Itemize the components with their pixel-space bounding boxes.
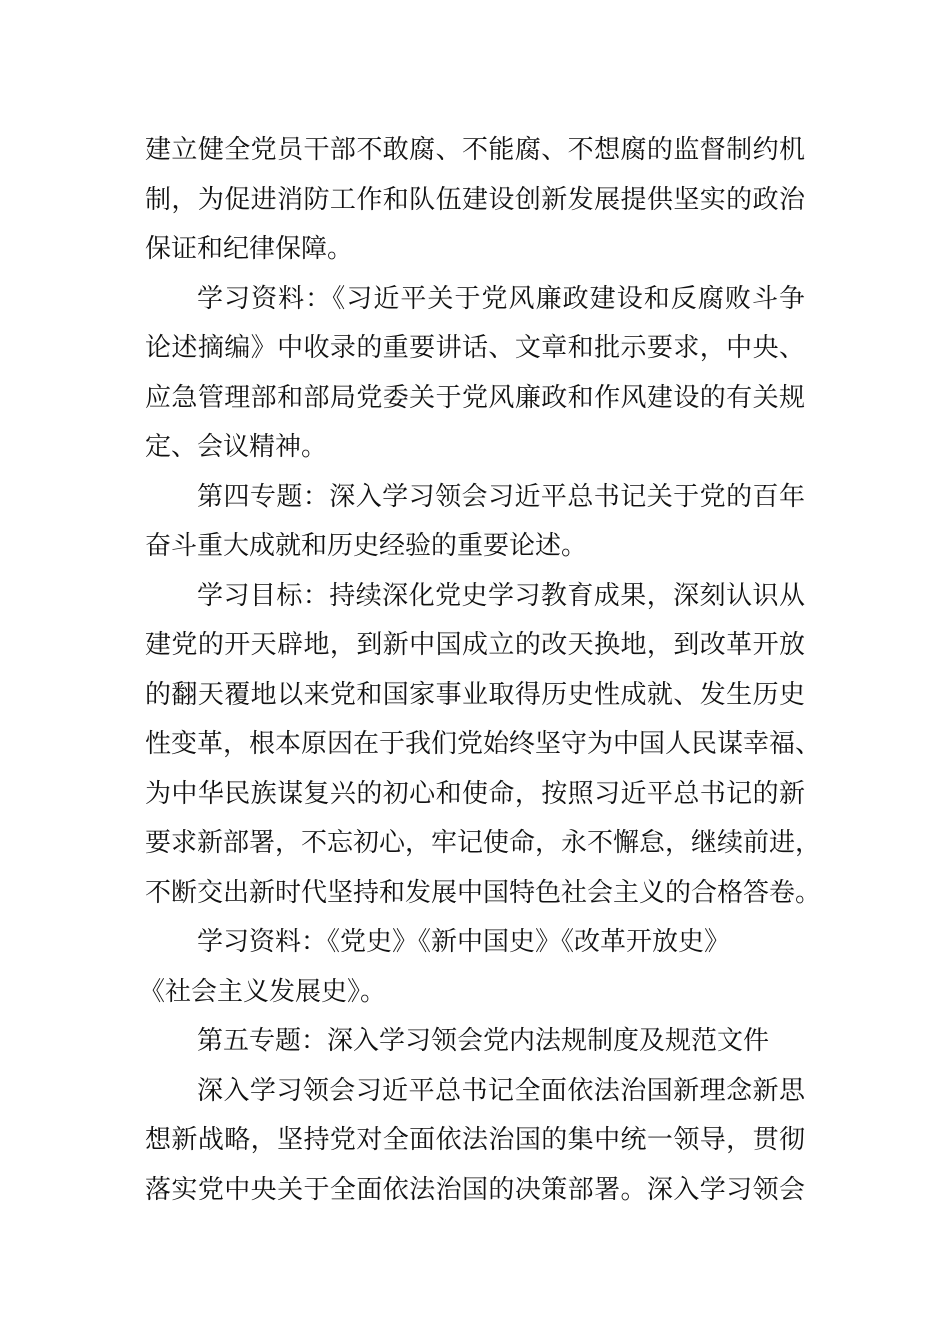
study-materials-line-2: 论述摘编》中收录的重要讲话、文章和批示要求，中央、	[145, 333, 805, 363]
study-goal-line-6: 要求新部署，不忘初心，牢记使命，永不懈怠，继续前进，	[145, 828, 822, 858]
body-line-3: 保证和纪律保障。	[145, 234, 354, 264]
topic-five-body-line-2: 想新战略，坚持党对全面依法治国的集中统一领导，贯彻	[145, 1125, 805, 1155]
study-goal-line-4: 性变革，根本原因在于我们党始终坚守为中国人民谋幸福、	[145, 729, 822, 759]
study-goal-line-5: 为中华民族谋复兴的初心和使命，按照习近平总书记的新	[145, 778, 805, 809]
study-goal-line-7: 不断交出新时代坚持和发展中国特色社会主义的合格答卷。	[145, 877, 822, 908]
study-materials-four-line-2: 《社会主义发展史》。	[139, 976, 387, 1007]
study-goal-line-2: 建党的开天辟地，到新中国成立的改天换地，到改革开放	[145, 630, 805, 660]
document-body	[139, 126, 822, 1215]
study-materials-line-3: 应急管理部和部局党委关于党风廉政和作风建设的有关规	[145, 382, 805, 413]
study-materials-line-4: 定、会议精神。	[145, 432, 328, 462]
topic-four-title-line-2: 奋斗重大成就和历史经验的重要论述。	[145, 531, 588, 561]
study-goal-line-3: 的翻天覆地以来党和国家事业取得历史性成就、发生历史	[145, 679, 805, 710]
study-goal-line-1: 学习目标：持续深化党史学习教育成果，深刻认识从	[197, 580, 805, 611]
study-materials-four-line-1: 学习资料：《党史》《新中国史》《改革开放史》	[197, 927, 731, 957]
topic-five-title: 第五专题：深入学习领会党内法规制度及规范文件	[197, 1026, 770, 1056]
body-line-2: 制，为促进消防工作和队伍建设创新发展提供坚实的政治	[145, 184, 805, 215]
topic-five-body-line-1: 深入学习领会习近平总书记全面依法治国新理念新思	[197, 1075, 805, 1106]
body-line-1: 建立健全党员干部不敢腐、不能腐、不想腐的监督制约机	[145, 135, 805, 165]
topic-five-body-line-3: 落实党中央关于全面依法治国的决策部署。深入学习领会	[145, 1174, 805, 1205]
study-materials-heading-line-1: 学习资料：《习近平关于党风廉政建设和反腐败斗争	[197, 283, 805, 314]
topic-four-title-line-1: 第四专题：深入学习领会习近平总书记关于党的百年	[197, 481, 805, 512]
